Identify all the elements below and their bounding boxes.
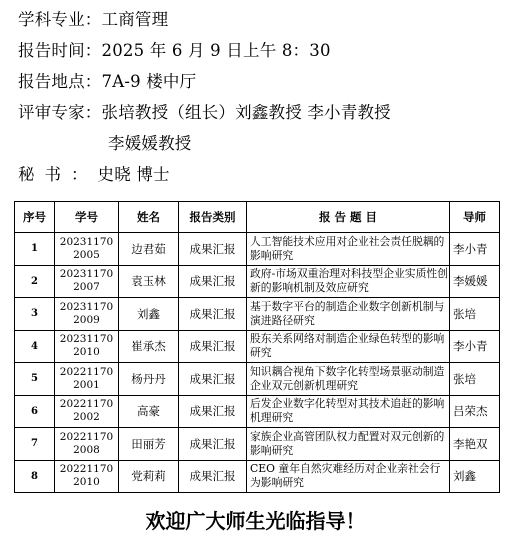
- cell-student-id: [55, 395, 119, 428]
- cell-type: 成果汇报: [179, 265, 247, 298]
- major-label: 学科专业：: [18, 10, 102, 29]
- cell-advisor: 李小青: [450, 330, 500, 363]
- welcome-footer: 欢迎广大师生光临指导！: [145, 509, 366, 533]
- cell-name: 袁玉林: [119, 265, 179, 298]
- cell-name: 田丽芳: [119, 428, 179, 461]
- cell-title: 知识耦合视角下数字化转型场景驱动制造企业双元创新机理研究: [247, 363, 450, 396]
- cell-name: 杨丹丹: [119, 363, 179, 396]
- cell-student-id: [55, 265, 119, 298]
- cell-seq: 5: [15, 363, 55, 396]
- student-id-part2: 2010: [73, 476, 100, 489]
- cell-title: 人工智能技术应用对企业社会责任脱耦的影响研究: [247, 233, 450, 266]
- table-row: [15, 265, 500, 298]
- table-row: [15, 395, 500, 428]
- cell-seq: 8: [15, 460, 55, 493]
- cell-student-id: [55, 363, 119, 396]
- cell-name: 崔承杰: [119, 330, 179, 363]
- student-id-part2: 2010: [73, 346, 100, 359]
- time-value: 2025 年 6 月 9 日上午 8：30: [101, 41, 331, 60]
- cell-type: 成果汇报: [179, 298, 247, 331]
- cell-seq: 3: [15, 298, 55, 331]
- cell-type: 成果汇报: [179, 233, 247, 266]
- secretary-label: 秘书：: [18, 165, 98, 184]
- table-row: [15, 428, 500, 461]
- experts-label: 评审专家：: [18, 103, 102, 122]
- student-id-part2: 2001: [73, 378, 100, 391]
- cell-seq: 4: [15, 330, 55, 363]
- schedule-table: [14, 201, 500, 493]
- cell-name: 边君茹: [119, 233, 179, 266]
- student-id-part2: 2008: [73, 443, 100, 456]
- cell-advisor: 吕荣杰: [450, 395, 500, 428]
- student-id-part2: 2009: [73, 313, 100, 326]
- table-row: [15, 363, 500, 396]
- secretary-line: [18, 161, 170, 185]
- time-line: [18, 37, 331, 61]
- cell-type: 成果汇报: [179, 460, 247, 493]
- cell-advisor: 李艳双: [450, 428, 500, 461]
- cell-student-id: [55, 460, 119, 493]
- table-header-row: [15, 202, 500, 233]
- student-id-part1: 20231170: [59, 333, 114, 346]
- cell-student-id: [55, 330, 119, 363]
- cell-name: 刘鑫: [119, 298, 179, 331]
- student-id-part2: 2007: [73, 281, 100, 294]
- cell-title: CEO 童年自然灾难经历对企业亲社会行为影响研究: [247, 460, 450, 493]
- cell-seq: 6: [15, 395, 55, 428]
- cell-advisor: 张培: [450, 363, 500, 396]
- major-value: 工商管理: [101, 10, 169, 29]
- time-label: 报告时间：: [18, 41, 102, 60]
- cell-type: 成果汇报: [179, 395, 247, 428]
- cell-advisor: 李小青: [450, 233, 500, 266]
- student-id-part1: 20231170: [59, 300, 114, 313]
- cell-seq: 2: [15, 265, 55, 298]
- cell-seq: 1: [15, 233, 55, 266]
- cell-name: 党莉莉: [119, 460, 179, 493]
- student-id-part2: 2005: [73, 248, 100, 261]
- student-id-part1: 20221170: [59, 430, 114, 443]
- student-id-part2: 2002: [73, 411, 100, 424]
- student-id-part1: 20221170: [59, 365, 114, 378]
- cell-advisor: 李媛媛: [450, 265, 500, 298]
- table-row: [15, 298, 500, 331]
- student-id-part1: 20231170: [59, 235, 114, 248]
- table-row: [15, 460, 500, 493]
- student-id-part1: 20231170: [59, 268, 114, 281]
- table-row: [15, 233, 500, 266]
- experts-line: [18, 99, 391, 123]
- cell-title: 基于数字平台的制造企业数字创新机制与演进路径研究: [247, 298, 450, 331]
- experts-value-2: 李媛媛教授: [108, 134, 192, 153]
- cell-student-id: [55, 298, 119, 331]
- cell-type: 成果汇报: [179, 428, 247, 461]
- cell-name: 高豪: [119, 395, 179, 428]
- header-seq: 序号: [15, 202, 55, 233]
- header-student-id: 学号: [55, 202, 119, 233]
- cell-student-id: [55, 428, 119, 461]
- place-line: [18, 68, 196, 92]
- cell-title: 后发企业数字化转型对其技术追赶的影响机理研究: [247, 395, 450, 428]
- major-line: [18, 6, 168, 30]
- secretary-value: 史晓 博士: [97, 165, 170, 184]
- header-name: 姓名: [119, 202, 179, 233]
- cell-type: 成果汇报: [179, 363, 247, 396]
- place-value: 7A-9 楼中厅: [101, 72, 197, 91]
- cell-title: 政府-市场双重治理对科技型企业实质性创新的影响机制及效应研究: [247, 265, 450, 298]
- student-id-part1: 20221170: [59, 398, 114, 411]
- table-row: [15, 330, 500, 363]
- header-title: 报 告 题 目: [247, 202, 450, 233]
- cell-title: 家族企业高管团队权力配置对双元创新的影响研究: [247, 428, 450, 461]
- experts-line-2: [108, 130, 192, 154]
- cell-student-id: [55, 233, 119, 266]
- cell-seq: 7: [15, 428, 55, 461]
- header-advisor: 导师: [450, 202, 500, 233]
- place-label: 报告地点：: [18, 72, 102, 91]
- header-type: 报告类别: [179, 202, 247, 233]
- student-id-part1: 20221170: [59, 463, 114, 476]
- experts-value: 张培教授（组长）刘鑫教授 李小青教授: [101, 103, 391, 122]
- cell-title: 股东关系网络对制造企业绿色转型的影响研究: [247, 330, 450, 363]
- cell-advisor: 刘鑫: [450, 460, 500, 493]
- cell-type: 成果汇报: [179, 330, 247, 363]
- cell-advisor: 张培: [450, 298, 500, 331]
